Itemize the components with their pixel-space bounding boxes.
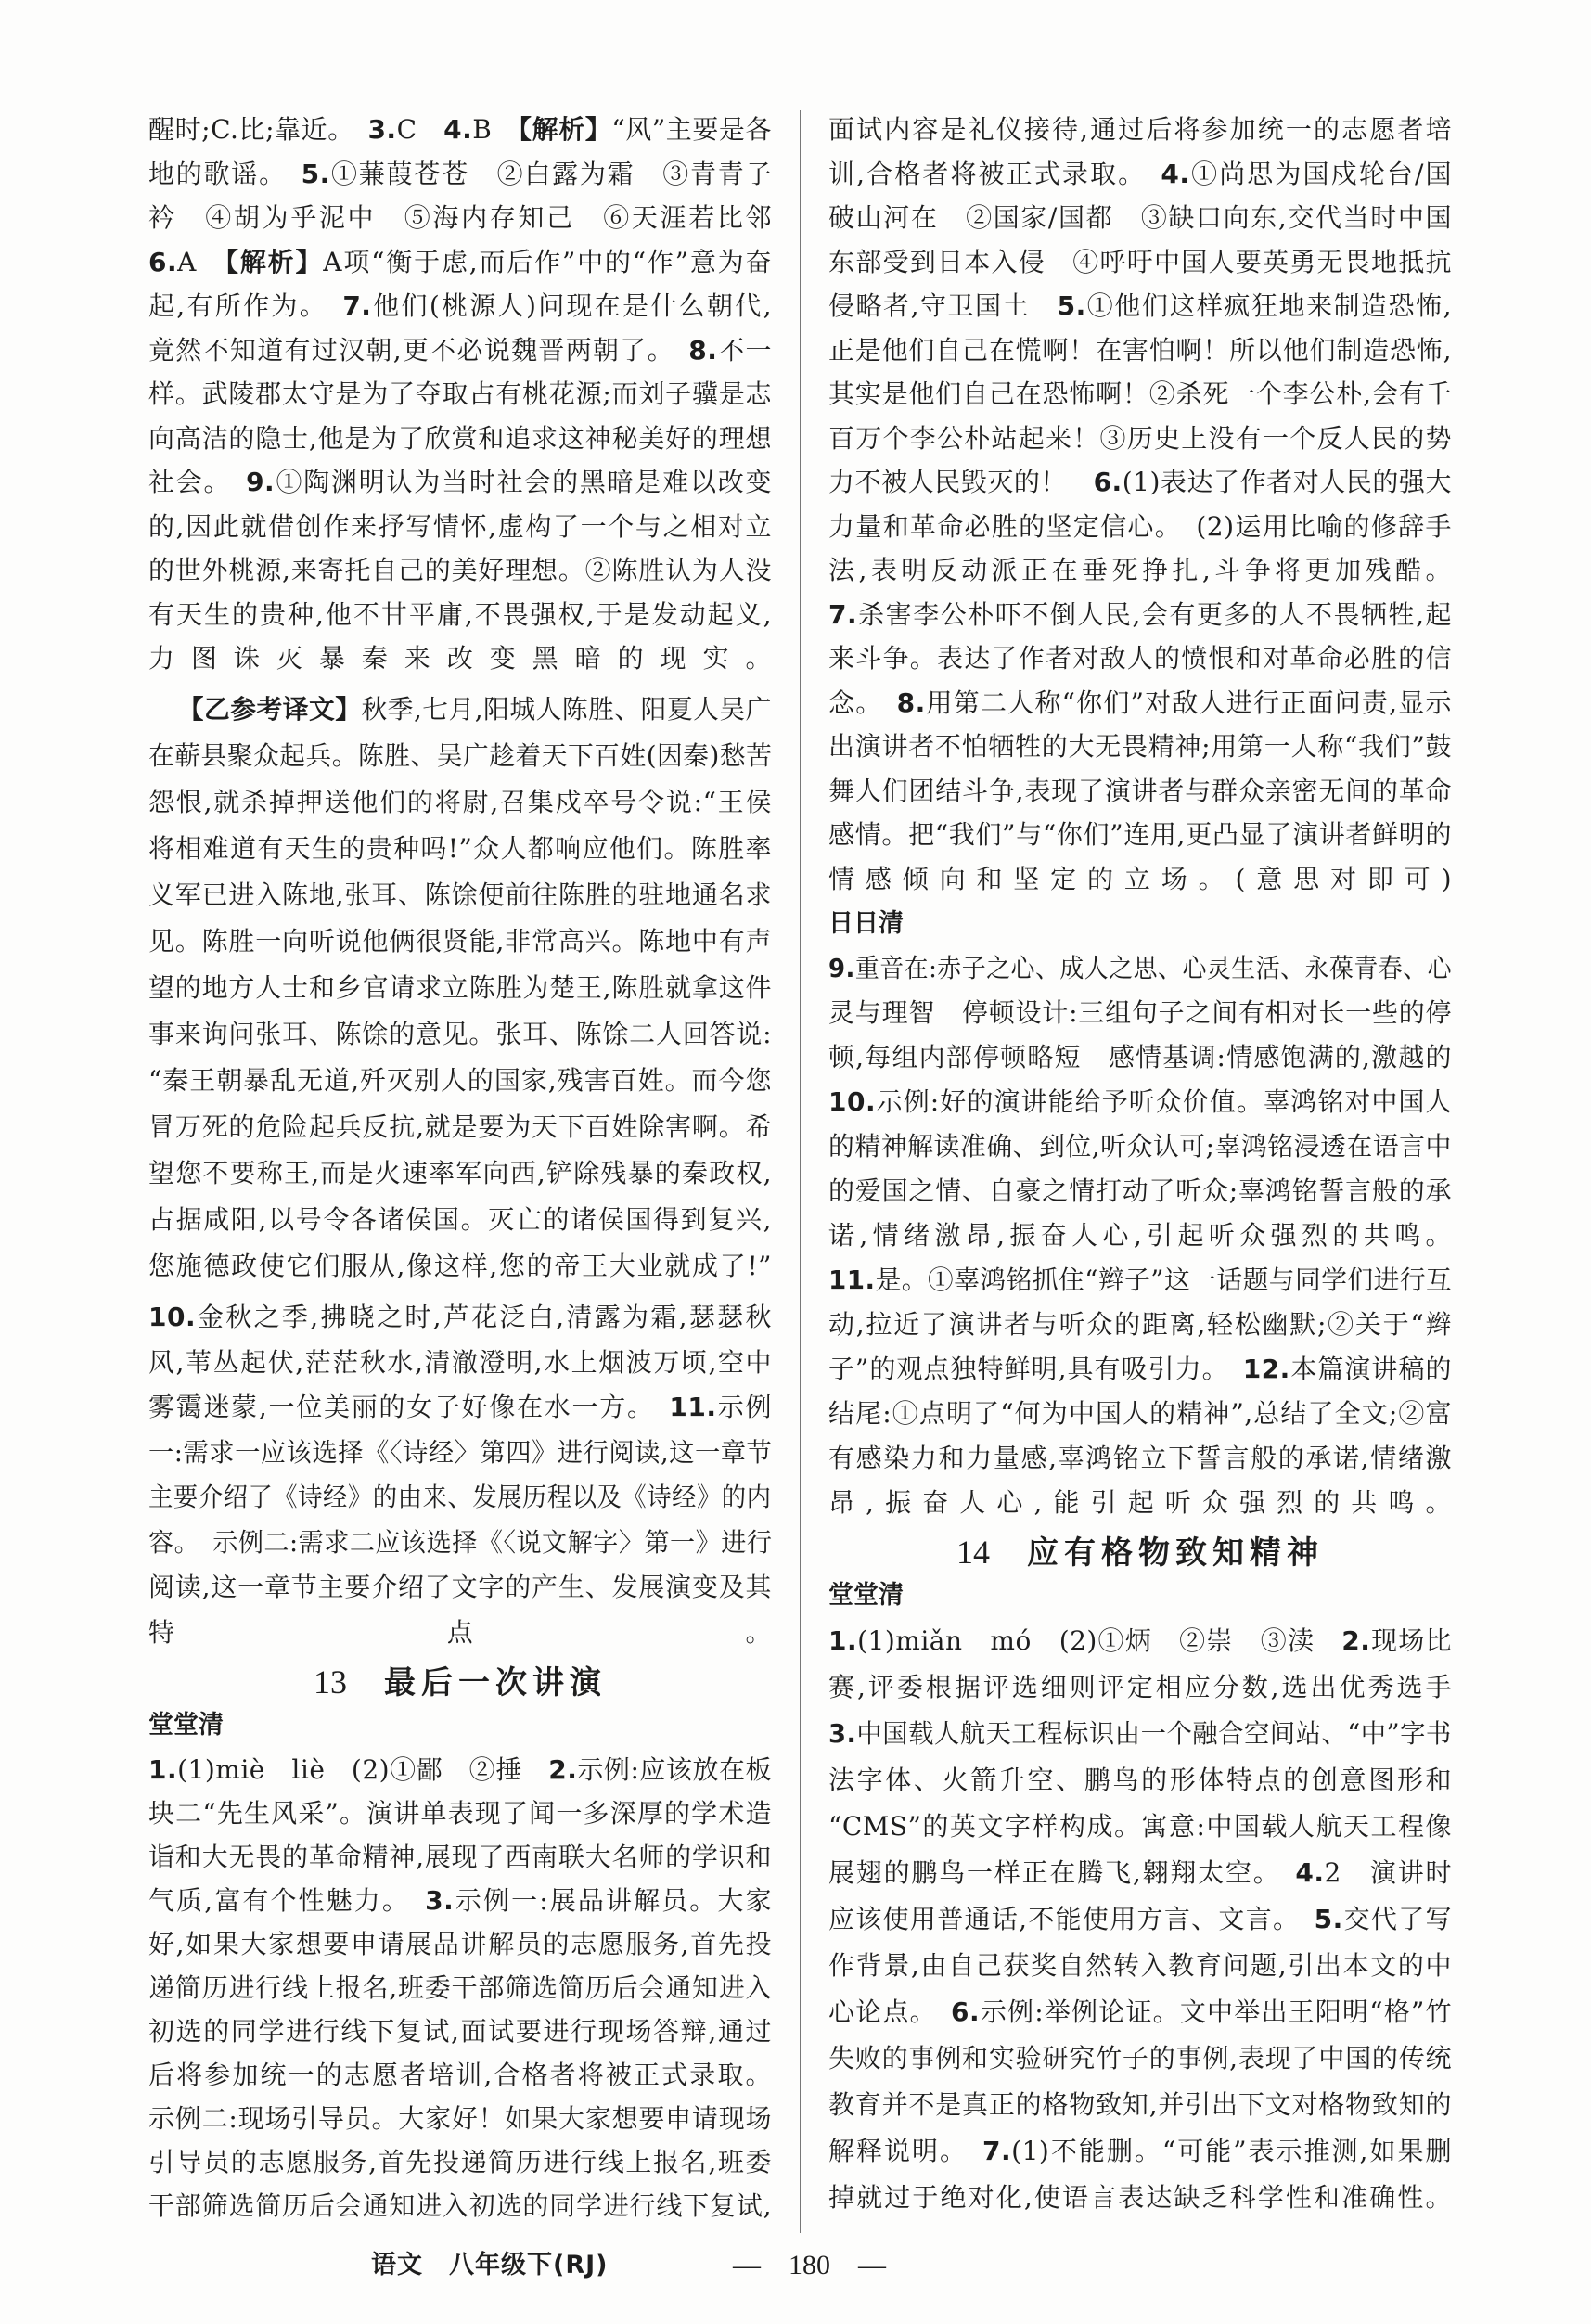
text-line: 来斗争。表达了作者对敌人的愤恨和对革命必胜的信 — [828, 643, 1452, 674]
text-line: 其实是他们自己在恐怖啊！②杀死一个李公朴,会有千 — [828, 379, 1452, 409]
text-line: 感情。把“我们”与“你们”连用,更凸显了演讲者鲜明的 — [828, 819, 1452, 850]
text-line: 动,拉近了演讲者与听众的距离,轻松幽默;②关于“辫 — [828, 1309, 1452, 1340]
lesson-number: 14 — [956, 1534, 990, 1571]
section-label-daily: 日日清 — [828, 909, 904, 938]
text-line: 递简历进行线上报名,班委干部筛选简历后会通知进入 — [148, 1972, 772, 2003]
answers-block-lesson12-part1 — [148, 108, 772, 681]
answers-block-lesson14 — [828, 1618, 1452, 2221]
text-line: 舞人们团结斗争,表现了演讲者与群众亲密无间的革命 — [828, 775, 1452, 806]
text-line: 有天生的贵种,他不甘平庸,不畏强权,于是发动起义, — [148, 598, 772, 630]
text-line: 6.A 【解析】A项“衡于虑,而后作”中的“作”意为奋 — [148, 246, 772, 277]
answers-block-lesson12-part2 — [148, 1295, 772, 1655]
text-line: 情感倾向和坚定的立场。(意思对即可) — [828, 863, 1452, 894]
text-line: 好,如果大家想要申请展品讲解员的志愿服务,首先投 — [148, 1929, 772, 1959]
text-line: 失败的事例和实验研究竹子的事例,表现了中国的传统 — [828, 2043, 1452, 2074]
text-line: 7.杀害李公朴吓不倒人民,会有更多的人不畏牺牲,起 — [828, 598, 1452, 630]
text-line: 作背景,由自己获奖自然转入教育问题,引出本文的中 — [828, 1950, 1452, 1981]
text-line: 力图诛灭暴秦来改变黑暗的现实。 — [148, 643, 772, 674]
page-number: — 180 — — [733, 2250, 886, 2280]
text-line: 展翅的鹏鸟一样正在腾飞,翱翔太空。 4.2 演讲时 — [828, 1857, 1452, 1888]
text-line: 您施德政使它们服从,像这样,您的帝王大业就成了!” — [148, 1251, 772, 1281]
lesson-14-heading — [828, 1531, 1452, 1573]
text-line: 10.示例:好的演讲能给予听众价值。辜鸿铭对中国人 — [828, 1086, 1452, 1117]
text-line: 容。 示例二:需求二应该选择《〈说文解字〉第一》进行 — [148, 1526, 773, 1558]
answers-block-lesson13-part2 — [828, 108, 1452, 901]
text-line: 将相难道有天生的贵种吗!”众人都响应他们。陈胜率 — [148, 833, 772, 864]
text-line: 掉就过于绝对化,使语言表达缺乏科学性和准确性。 — [828, 2182, 1452, 2213]
column-divider — [800, 110, 801, 2233]
text-line: 10.金秋之季,拂晓之时,芦花泛白,清露为霜,瑟瑟秋 — [148, 1302, 772, 1332]
text-line: 灵与理智 停顿设计:三组句子之间有相对长一些的停 — [828, 997, 1452, 1028]
text-line: 竟然不知道有过汉朝,更不必说魏晋两朝了。 8.不一 — [148, 334, 772, 366]
text-line: 子”的观点独特鲜明,具有吸引力。 12.本篇演讲稿的 — [828, 1354, 1452, 1384]
text-line: 的爱国之情、自豪之情打动了听众;辜鸿铭誓言般的承 — [828, 1175, 1452, 1206]
text-line: 赛,评委根据评选细则评定相应分数,选出优秀选手 — [828, 1672, 1452, 1702]
text-line: 气质,富有个性魅力。 3.示例一:展品讲解员。大家 — [148, 1885, 773, 1916]
text-line: 起,有所作为。 7.他们(桃源人)问现在是什么朝代, — [148, 290, 772, 321]
translation-block — [148, 687, 772, 1290]
text-line: 东部受到日本入侵 ④呼吁中国人要英勇无畏地抵抗 — [828, 246, 1452, 277]
text-line: 【乙参考译文】秋季,七月,阳城人陈胜、阳夏人吴广 — [177, 694, 772, 725]
text-line: 面试内容是礼仪接待,通过后将参加统一的志愿者培 — [828, 114, 1452, 145]
text-line: 冒万死的危险起兵反抗,就是要为天下百姓除害啊。希 — [148, 1111, 772, 1142]
text-line: 见。陈胜一向听说他俩很贤能,非常高兴。陈地中有声 — [148, 926, 772, 957]
text-line: 干部筛选简历后会通知进入初选的同学进行线下复试, — [148, 2190, 772, 2221]
text-line: 衿 ④胡为乎泥中 ⑤海内存知己 ⑥天涯若比邻 — [148, 202, 772, 233]
text-line: 顿,每组内部停顿略短 感情基调:情感饱满的,激越的 — [828, 1042, 1452, 1072]
footer-subject: 语文 八年级下(RJ) — [371, 2251, 609, 2279]
text-line: 向高洁的隐士,他是为了欣赏和追求这神秘美好的理想 — [148, 422, 772, 454]
text-line: 11.是。①辜鸿铭抓住“辫子”这一话题与同学们进行互 — [828, 1265, 1453, 1295]
text-line: 昂,振奋人心,能引起听众强烈的共鸣。 — [828, 1487, 1452, 1518]
lesson-title: 应有格物致知精神 — [1027, 1534, 1324, 1572]
lesson-number: 13 — [314, 1663, 347, 1701]
text-line: 示例二:现场引导员。大家好！如果大家想要申请现场 — [148, 2103, 772, 2134]
text-line: 出演讲者不怕牺牲的大无畏精神;用第一人称“我们”鼓 — [828, 731, 1452, 762]
text-line: 念。 8.用第二人称“你们”对敌人进行正面问责,显示 — [828, 687, 1452, 718]
text-line: 侵略者,守卫国土 5.①他们这样疯狂地来制造恐怖, — [828, 290, 1452, 321]
text-line: 块二“先生风采”。演讲单表现了闻一多深厚的学术造 — [148, 1798, 772, 1829]
text-line: 后将参加统一的志愿者培训,合格者将被正式录取。 — [148, 2060, 772, 2090]
text-line: 3.中国载人航天工程标识由一个融合空间站、“中”字书 — [828, 1718, 1452, 1749]
text-line: 特点。 — [148, 1616, 772, 1648]
text-line: 的,因此就借创作来抒写情怀,虚构了一个与之相对立 — [148, 510, 772, 542]
text-line: 结尾:①点明了“何为中国人的精神”,总结了全文;②富 — [828, 1398, 1452, 1429]
text-line: 9.重音在:赤子之心、成人之思、心灵生活、永葆青春、心 — [828, 953, 1453, 983]
text-line: 法字体、火箭升空、鹏鸟的形体特点的创意图形和 — [828, 1765, 1452, 1795]
text-line: “CMS”的英文字样构成。寓意:中国载人航天工程像 — [828, 1811, 1452, 1842]
text-line: 醒时;C.比;靠近。 3.C 4.B 【解析】“风”主要是各 — [148, 114, 772, 145]
text-line: 诣和大无畏的革命精神,展现了西南联大名师的学识和 — [148, 1842, 772, 1872]
text-line: 在蕲县聚众起兵。陈胜、吴广趁着天下百姓(因秦)愁苦 — [148, 740, 773, 771]
text-line: 1.(1)miǎn mó (2)①炳 ②崇 ③渎 2.现场比 — [828, 1625, 1452, 1656]
text-line: 破山河在 ②国家/国都 ③缺口向东,交代当时中国 — [828, 202, 1452, 233]
text-line: 百万个李公朴站起来！③历史上没有一个反人民的势 — [828, 422, 1452, 454]
text-line: 训,合格者将被正式录取。 4.①尚思为国戍轮台/国 — [828, 158, 1453, 189]
text-line: 力量和革命必胜的坚定信心。 (2)运用比喻的修辞手 — [828, 510, 1452, 542]
text-line: 教育并不是真正的格物致知,并引出下文对格物致知的 — [828, 2089, 1452, 2120]
text-line: “秦王朝暴乱无道,歼灭别人的国家,残害百姓。而今您 — [148, 1065, 772, 1096]
text-line: 样。武陵郡太守是为了夺取占有桃花源;而刘子骥是志 — [148, 379, 772, 409]
text-line: 法,表明反动派正在垂死挣扎,斗争将更加残酷。 — [828, 555, 1452, 585]
text-line: 风,苇丛起伏,茫茫秋水,清澈澄明,水上烟波万顷,空中 — [148, 1346, 772, 1378]
answers-block-lesson13-part1 — [148, 1748, 772, 2228]
text-line: 义军已进入陈地,张耳、陈馀便前往陈胜的驻地通名求 — [148, 880, 772, 910]
text-line: 的精神解读准确、到位,听众认可;辜鸿铭浸透在语言中 — [828, 1131, 1452, 1162]
text-line: 有感染力和力量感,辜鸿铭立下誓言般的承诺,情绪激 — [828, 1443, 1452, 1473]
lesson-13-heading — [148, 1661, 772, 1703]
answers-block-lesson13-daily — [828, 946, 1452, 1525]
text-line: 正是他们自己在慌啊！在害怕啊！所以他们制造恐怖, — [828, 334, 1452, 366]
text-line: 占据咸阳,以号令各诸侯国。灭亡的诸侯国得到复兴, — [148, 1204, 772, 1235]
text-line: 解释说明。 7.(1)不能删。“可能”表示推测,如果删 — [828, 2136, 1452, 2166]
text-line: 望的地方人士和乡官请求立陈胜为楚王,陈胜就拿这件 — [148, 972, 772, 1003]
text-line: 力不被人民毁灭的！ 6.(1)表达了作者对人民的强大 — [828, 467, 1452, 497]
text-line: 1.(1)miè liè (2)①鄙 ②捶 2.示例:应该放在板 — [148, 1754, 773, 1785]
text-line: 心论点。 6.示例:举例论证。文中举出王阳明“格”竹 — [828, 1997, 1452, 2027]
lesson-title: 最后一次讲演 — [384, 1664, 607, 1701]
text-line: 初选的同学进行线下复试,面试要进行现场答辩,通过 — [148, 2016, 772, 2047]
text-line: 引导员的志愿服务,首先投递简历进行线上报名,班委 — [148, 2147, 772, 2177]
text-line: 事来询问张耳、陈馀的意见。张耳、陈馀二人回答说: — [148, 1019, 772, 1049]
text-line: 的世外桃源,来寄托自己的美好理想。②陈胜认为人没 — [148, 555, 772, 585]
text-line: 阅读,这一章节主要介绍了文字的产生、发展演变及其 — [148, 1572, 772, 1602]
text-line: 一:需求一应该选择《〈诗经〉第四》进行阅读,这一章节 — [148, 1436, 773, 1468]
section-label: 堂堂清 — [828, 1581, 904, 1610]
section-label: 堂堂清 — [148, 1711, 224, 1740]
text-line: 诺,情绪激昂,振奋人心,引起听众强烈的共鸣。 — [828, 1220, 1452, 1251]
text-line: 怨恨,就杀掉押送他们的将尉,召集戍卒号令说:“王侯 — [148, 787, 772, 817]
text-line: 雾霭迷蒙,一位美丽的女子好像在水一方。 11.示例 — [148, 1392, 772, 1422]
text-line: 地的歌谣。 5.①蒹葭苍苍 ②白露为霜 ③青青子 — [148, 158, 772, 189]
text-line: 社会。 9.①陶渊明认为当时社会的黑暗是难以改变 — [148, 467, 772, 497]
text-line: 应该使用普通话,不能使用方言、文言。 5.交代了写 — [828, 1904, 1452, 1934]
text-line: 主要介绍了《诗经》的由来、发展历程以及《诗经》的内 — [148, 1482, 772, 1512]
text-line: 望您不要称王,而是火速率军向西,铲除残暴的秦政权, — [148, 1158, 772, 1188]
